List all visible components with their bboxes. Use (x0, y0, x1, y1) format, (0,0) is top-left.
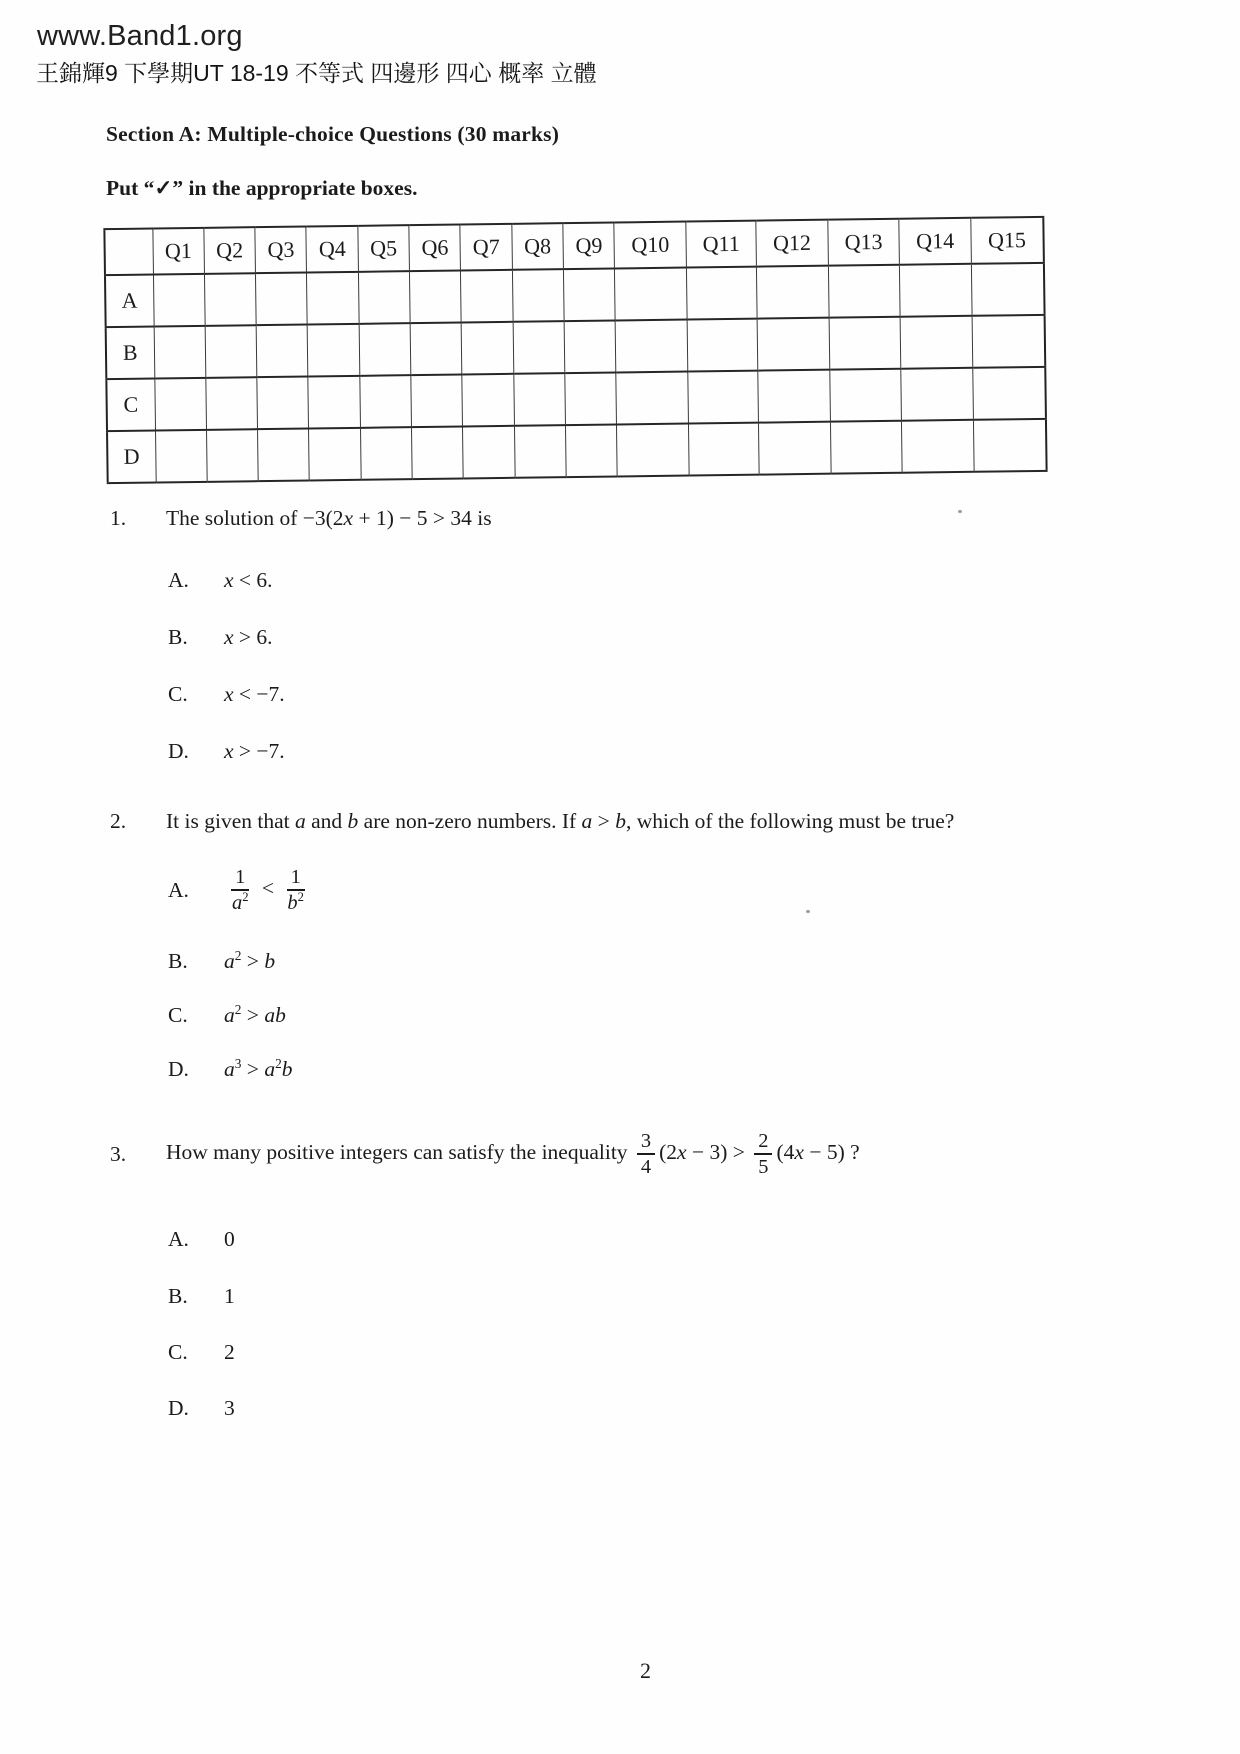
section-heading: Section A: Multiple-choice Questions (30 marks) (106, 122, 560, 146)
question-text: How many positive integers can satisfy the inequality $\frac{3}{4}$ (2x − 3) > $\frac{2}{5}$ (4x − 5) ? (166, 1130, 860, 1179)
option-value: $a^3 > a^2b$ (224, 1055, 293, 1081)
option-label: B. (168, 949, 188, 973)
answer-cell (829, 369, 901, 422)
grid-col-header: Q1 (152, 228, 204, 275)
grid-col-header: Q2 (204, 227, 256, 274)
question-number: 3. (110, 1141, 127, 1166)
question-1-option-a (168, 567, 273, 594)
answer-cell (410, 322, 462, 375)
grid-col-header: Q12 (756, 220, 828, 267)
question-2-option-d (168, 1056, 292, 1083)
option-label: B. (168, 625, 188, 649)
answer-cell (900, 316, 972, 369)
option-label: D. (168, 739, 189, 763)
option-label: A. (168, 568, 189, 592)
answer-cell (307, 272, 359, 325)
answer-cell (155, 430, 207, 483)
answer-cell (757, 266, 829, 319)
answer-cell (902, 420, 974, 473)
option-value: x < −7. (224, 682, 285, 706)
option-label: D. (168, 1057, 189, 1081)
option-value: $\frac{1}{a^2}$ < $\frac{1}{b^2}$ (224, 866, 312, 914)
grid-col-header: Q13 (828, 219, 900, 266)
grid-col-header: Q15 (971, 217, 1044, 264)
answer-cell (687, 319, 758, 372)
answer-cell (412, 426, 464, 479)
answer-cell (411, 374, 463, 427)
answer-cell (513, 321, 565, 374)
answer-cell (256, 325, 308, 378)
fraction: $\frac{2}{5}$ (754, 1130, 772, 1178)
grid-row-label: B (106, 327, 155, 380)
grid-col-header: Q7 (460, 224, 512, 271)
answer-cell (309, 428, 361, 481)
grid-col-header: Q11 (686, 221, 757, 268)
question-2-option-c (168, 1002, 286, 1029)
answer-cell (308, 324, 360, 377)
scan-speck (806, 910, 810, 913)
answer-cell (688, 371, 759, 424)
grid-corner-cell (104, 229, 153, 276)
option-label: D. (168, 1396, 189, 1420)
answer-cell (686, 267, 757, 320)
answer-cell (901, 368, 973, 421)
answer-cell (153, 274, 205, 327)
answer-cell (973, 419, 1046, 472)
question-2 (110, 808, 954, 835)
answer-cell (616, 320, 688, 373)
answer-cell (154, 378, 206, 431)
question-2-option-a (168, 866, 312, 914)
answer-cell (359, 323, 411, 376)
scan-speck (958, 510, 962, 513)
answer-cell (828, 265, 900, 318)
answer-cell (256, 273, 308, 326)
answer-cell (512, 269, 564, 322)
question-3 (110, 1130, 860, 1178)
answer-cell (462, 322, 514, 375)
option-label: B. (168, 1284, 188, 1308)
fraction: $\frac{1}{b^2}$ (287, 866, 304, 915)
grid-row (107, 419, 1047, 483)
answer-cell (204, 273, 256, 326)
option-value: 2 (224, 1340, 235, 1364)
question-text: It is given that a and b are non-zero numbers. If a > b, which of the following must be true? (166, 809, 955, 833)
answer-cell (257, 376, 309, 429)
answer-cell (360, 427, 412, 480)
question-2-option-b (168, 948, 275, 975)
instruction-text: Put “✓” in the appropriate boxes. (106, 176, 418, 200)
answer-cell (258, 428, 310, 481)
question-text: The solution of −3(2x + 1) − 5 > 34 is (166, 506, 492, 530)
answer-cell (757, 318, 829, 371)
question-3-option-d (168, 1395, 235, 1422)
option-value: 0 (224, 1227, 235, 1251)
question-1-option-b (168, 624, 273, 651)
question-1-option-d (168, 738, 285, 765)
answer-grid-body (105, 263, 1047, 483)
grid-col-header: Q5 (358, 225, 410, 272)
answer-cell (308, 376, 360, 429)
answer-cell (564, 320, 616, 373)
grid-col-header: Q4 (306, 226, 358, 273)
answer-cell (565, 372, 617, 425)
answer-cell (205, 325, 257, 378)
grid-row-label: C (106, 379, 155, 432)
option-value: x > 6. (224, 625, 273, 649)
question-1-option-c (168, 681, 285, 708)
fraction: $\frac{1}{a^2}$ (232, 866, 249, 915)
grid-row-label: D (107, 431, 156, 484)
option-value: x > −7. (224, 739, 285, 763)
option-label: C. (168, 682, 188, 706)
option-value: x < 6. (224, 568, 273, 592)
question-3-option-c (168, 1339, 235, 1366)
answer-cell (206, 429, 258, 482)
answer-cell (514, 425, 566, 478)
answer-cell (617, 424, 689, 477)
answer-cell (461, 270, 513, 323)
grid-col-header: Q9 (563, 222, 615, 269)
option-value: 1 (224, 1284, 235, 1308)
answer-cell (900, 264, 972, 317)
option-value: $a^2$ > ab (224, 1001, 286, 1027)
answer-cell (759, 422, 831, 475)
option-value: $a^2 > b$ (224, 947, 276, 973)
answer-cell (829, 317, 901, 370)
grid-col-header: Q10 (614, 222, 686, 269)
answer-cell (973, 367, 1046, 420)
option-label: A. (168, 877, 189, 902)
answer-cell (758, 370, 830, 423)
answer-cell (615, 268, 687, 321)
question-number: 1. (110, 506, 127, 530)
grid-col-header: Q3 (255, 227, 307, 274)
answer-cell (616, 372, 688, 425)
grid-col-header: Q8 (512, 223, 564, 270)
question-1 (110, 505, 492, 532)
answer-cell (462, 374, 514, 427)
answer-cell (410, 270, 462, 323)
answer-cell (358, 271, 410, 324)
answer-cell (566, 424, 618, 477)
answer-cell (830, 421, 902, 474)
fraction: $\frac{3}{4}$ (637, 1130, 655, 1178)
answer-cell (206, 377, 258, 430)
grid-col-header: Q14 (899, 218, 971, 265)
grid-col-header: Q6 (409, 224, 461, 271)
option-label: A. (168, 1227, 189, 1251)
option-label: C. (168, 1340, 188, 1364)
answer-grid-table (103, 216, 1047, 484)
question-3-option-a (168, 1226, 235, 1253)
answer-cell (564, 268, 616, 321)
answer-cell (514, 373, 566, 426)
grid-row-label: A (105, 275, 154, 328)
question-3-option-b (168, 1283, 235, 1310)
answer-cell (972, 315, 1045, 368)
answer-cell (154, 326, 206, 379)
document-title: 王錦輝9 下學期UT 18-19 不等式 四邊形 四心 概率 立體 (36, 60, 597, 86)
answer-cell (971, 263, 1044, 316)
page-number: 2 (640, 1658, 651, 1683)
option-label: C. (168, 1003, 188, 1027)
answer-cell (360, 375, 412, 428)
question-number: 2. (110, 809, 127, 833)
site-watermark: www.Band1.org (37, 20, 243, 52)
answer-cell (689, 423, 760, 476)
answer-cell (463, 426, 515, 479)
option-value: 3 (224, 1396, 235, 1420)
